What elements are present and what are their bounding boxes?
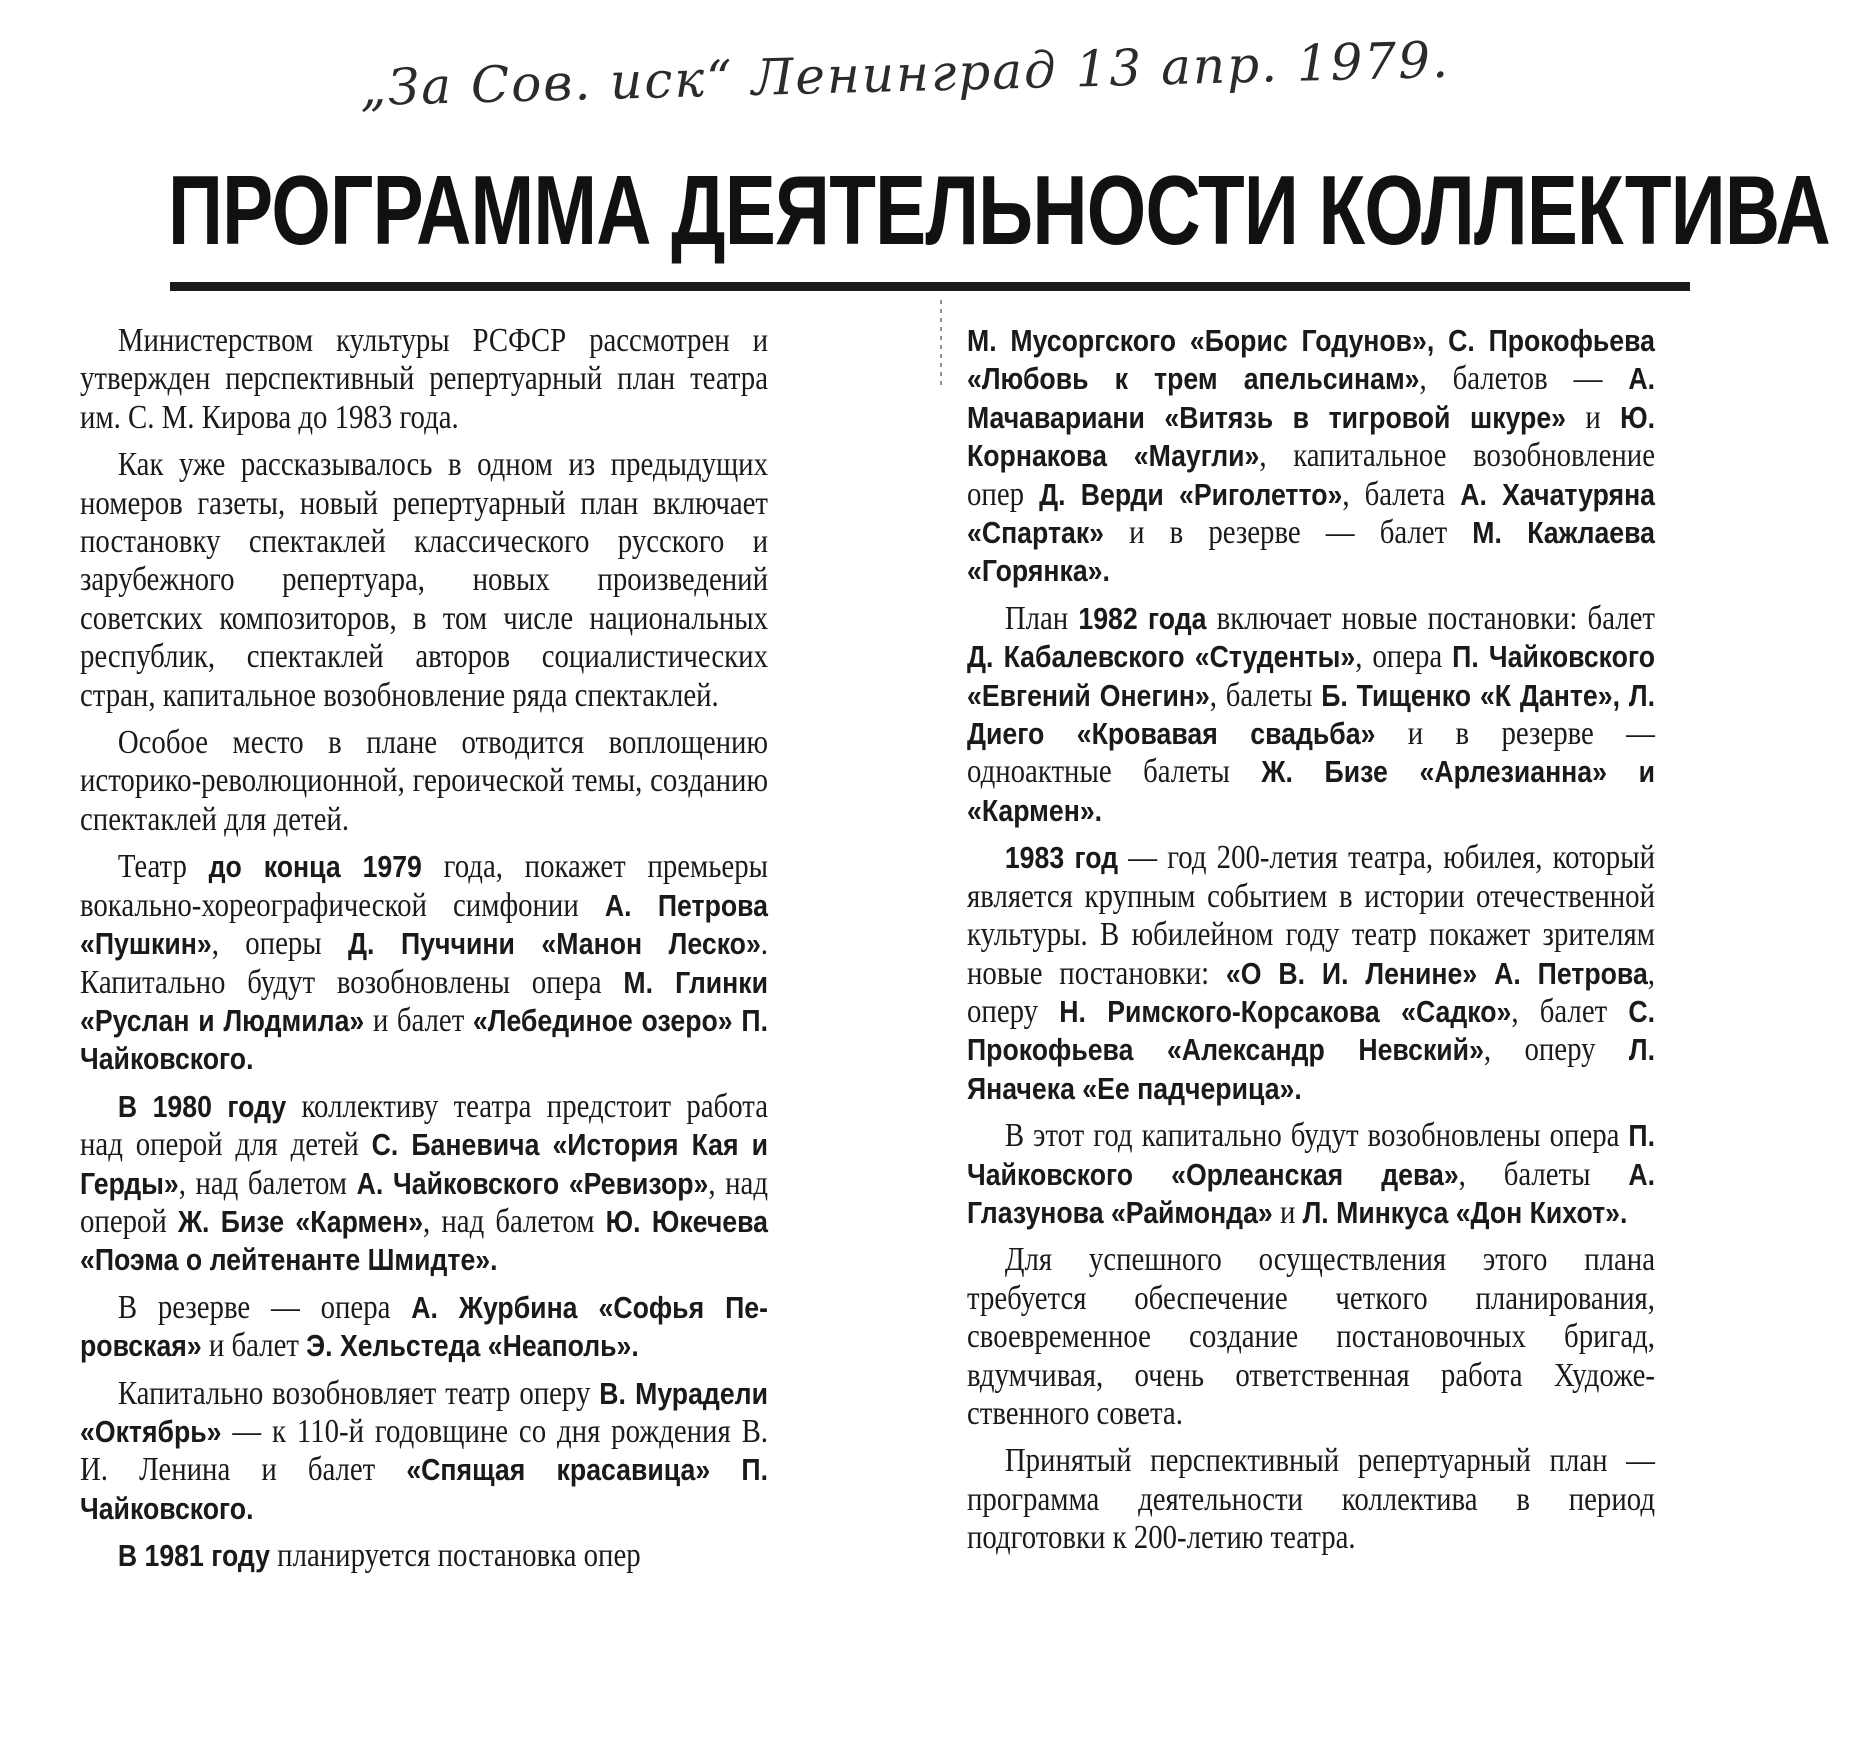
bold-run: А. Мачавариани «Витязь в тигровой шкуре»	[967, 361, 1655, 435]
bold-run: Л. Яначека «Ее падчерица».	[967, 1032, 1656, 1106]
text-run: , над балетом	[423, 1202, 606, 1240]
text-run: года, покажет премьеры вокально-хореографической симфонии	[80, 848, 768, 924]
bold-run: Э. Хельстеда «Неаполь».	[306, 1328, 639, 1364]
text-run: , опера	[1355, 638, 1453, 676]
paragraph: Особое место в плане отводится воплощению историко-революционной, героической темы, созданию спектаклей для детей.	[80, 724, 769, 838]
bold-run: В 1980 году	[117, 1088, 287, 1124]
bold-run: В. Мурадели «Октябрь»	[80, 1375, 768, 1449]
bold-run: Д. Кабалевского «Студенты»	[967, 639, 1356, 675]
text-run: и в резерве — одноактные балеты	[967, 715, 1655, 791]
text-run: , балет	[1511, 992, 1629, 1030]
text-run: и	[1272, 1193, 1303, 1231]
article-headline: ПРОГРАММА ДЕЯТЕЛЬНОСТИ КОЛЛЕКТИВА	[168, 155, 1830, 265]
bold-run: Б. Тищенко «К Данте», Л. Диего «Кровавая свадьба»	[967, 677, 1655, 752]
bold-run: С. Баневича «История Кая и Герды»	[80, 1127, 768, 1201]
bold-run: М. Глинки «Руслан и Людмила»	[80, 964, 769, 1038]
headline-rule	[170, 282, 1690, 291]
text-run: включает новые постановки: балет	[1206, 599, 1655, 637]
text-run: , балеты	[1458, 1155, 1629, 1193]
paragraph	[80, 1375, 768, 1529]
bold-run: М. Мусоргского «Борис Годунов», С. Прокофьева «Любовь к трем апельсинам»	[967, 323, 1655, 397]
bold-run: «Спящая красавица» П. Чайковского.	[80, 1452, 768, 1526]
paragraph	[80, 848, 768, 1078]
bold-run: 1983 год	[1004, 840, 1119, 876]
bold-run: «Лебединое озеро» П. Чайковского.	[80, 1002, 768, 1077]
bold-run: М. Кажлаева «Горянка».	[967, 515, 1655, 589]
paragraph: Министерством культуры РСФСР рассмотрен и утвержден перспективный репертуарный план театра им. С. М. Кирова до 1983 года.	[80, 322, 769, 436]
text-run: коллективу театра предстоит работа над оперой для детей	[80, 1087, 768, 1164]
text-run: , оперу	[967, 954, 1655, 1030]
text-run: планируется постановка опер	[269, 1537, 641, 1575]
bold-run: Ж. Бизе «Кармен»	[177, 1203, 424, 1239]
bold-run: С. Прокофьева «Александр Невский»	[967, 993, 1656, 1068]
paragraph	[967, 322, 1655, 591]
handwritten-source-note: „За Сов. иск“ Ленинград 13 апр. 1979.	[359, 30, 1451, 118]
paragraph	[967, 839, 1655, 1108]
bold-run: П. Чайковского «Орлеанская дева»	[967, 1118, 1655, 1192]
text-run: , оперу	[1483, 1031, 1629, 1069]
text-run: В резерве — опера	[117, 1288, 412, 1326]
bold-run: А. Хачатуряна «Спартак»	[967, 476, 1656, 551]
text-run: , оперы	[211, 925, 349, 963]
bold-run: А. Петрова «Пушкин»	[80, 887, 769, 962]
text-run: , балета	[1342, 475, 1461, 513]
text-run: , над оперой	[80, 1164, 769, 1240]
right-column	[967, 322, 1655, 1567]
text-run: План	[1004, 599, 1079, 637]
text-run: Капитально возобновляет театр оперу	[117, 1374, 600, 1412]
bold-run: Д. Верди «Риголетто»	[1039, 476, 1343, 512]
paragraph: Как уже рассказывалось в одном из предыдущих номеров газеты, новый репертуарный план включает постановку спектаклей классического русского и зарубежного репертуара, новых произведений советских композиторов, в том числе национальных республик, спектаклей авторов социалистических стран, капитальное возобновление ряда спектаклей.	[80, 446, 769, 714]
bold-run: до конца 1979	[208, 849, 422, 885]
bold-run: А. Глазунова «Раймонда»	[967, 1156, 1655, 1230]
left-column	[80, 322, 768, 1585]
text-run: , балетов —	[1419, 360, 1629, 398]
paragraph	[80, 1088, 768, 1280]
bold-run: А. Чайковского «Ревизор»	[356, 1165, 709, 1201]
text-run: и балет	[364, 1001, 473, 1039]
paragraph	[80, 1537, 768, 1575]
text-run: и балет	[201, 1327, 307, 1365]
bold-run: Н. Римского-Корсакова «Садко»	[1059, 993, 1512, 1029]
text-run: — год 200-летия театра, юбилея, который является крупным событием в истории отечественной культуры. В юбилейном году театр покажет зрителям новые постановки:	[967, 839, 1655, 992]
text-run: , над балетом	[178, 1164, 357, 1202]
text-run: , балеты	[1209, 676, 1322, 714]
paragraph: Для успешного осуществления этого плана требуется обеспечение четкого планирования, своевременное создание постановочных бригад, вдумчивая, очень ответственная работа Художественного совета.	[967, 1241, 1655, 1432]
text-run: и	[1565, 398, 1621, 436]
bold-run: Л. Минкуса «Дон Кихот».	[1302, 1194, 1628, 1230]
paragraph	[967, 600, 1655, 830]
column-divider	[940, 300, 942, 390]
text-run: Театр	[117, 848, 209, 886]
text-run: и в резерве — балет	[1104, 514, 1473, 552]
text-run: . Капитально будут возобновлены опера	[80, 925, 768, 1001]
text-run: В этот год капитально будут возобновлены опера	[1004, 1117, 1629, 1155]
paragraph	[80, 1289, 768, 1366]
bold-run: Ю. Корнакова «Маугли»	[967, 399, 1655, 474]
bold-run: П. Чайковского «Евгений Онегин»	[967, 639, 1655, 713]
text-run: , капитальное возобновление опер	[967, 437, 1656, 513]
bold-run: Ж. Бизе «Арлезианна» и «Кармен».	[967, 754, 1655, 828]
bold-run: 1982 года	[1078, 600, 1207, 636]
text-run: — к 110-й годовщине со дня рождения В. И. Ленина и балет	[80, 1412, 768, 1489]
paragraph	[967, 1117, 1655, 1232]
bold-run: В 1981 году	[117, 1538, 270, 1574]
bold-run: Ю. Юкечева «Поэма о лейтенанте Шмидте».	[80, 1203, 768, 1278]
bold-run: А. Журбина «Софья Перовская»	[80, 1289, 768, 1364]
bold-run: «О В. И. Ленине» А. Петрова	[1225, 955, 1648, 991]
paragraph: Принятый перспективный репертуарный план — программа деятельности коллектива в период подготовки к 200-летию театра.	[967, 1442, 1655, 1557]
bold-run: Д. Пуччини «Манон Леско»	[348, 926, 761, 962]
